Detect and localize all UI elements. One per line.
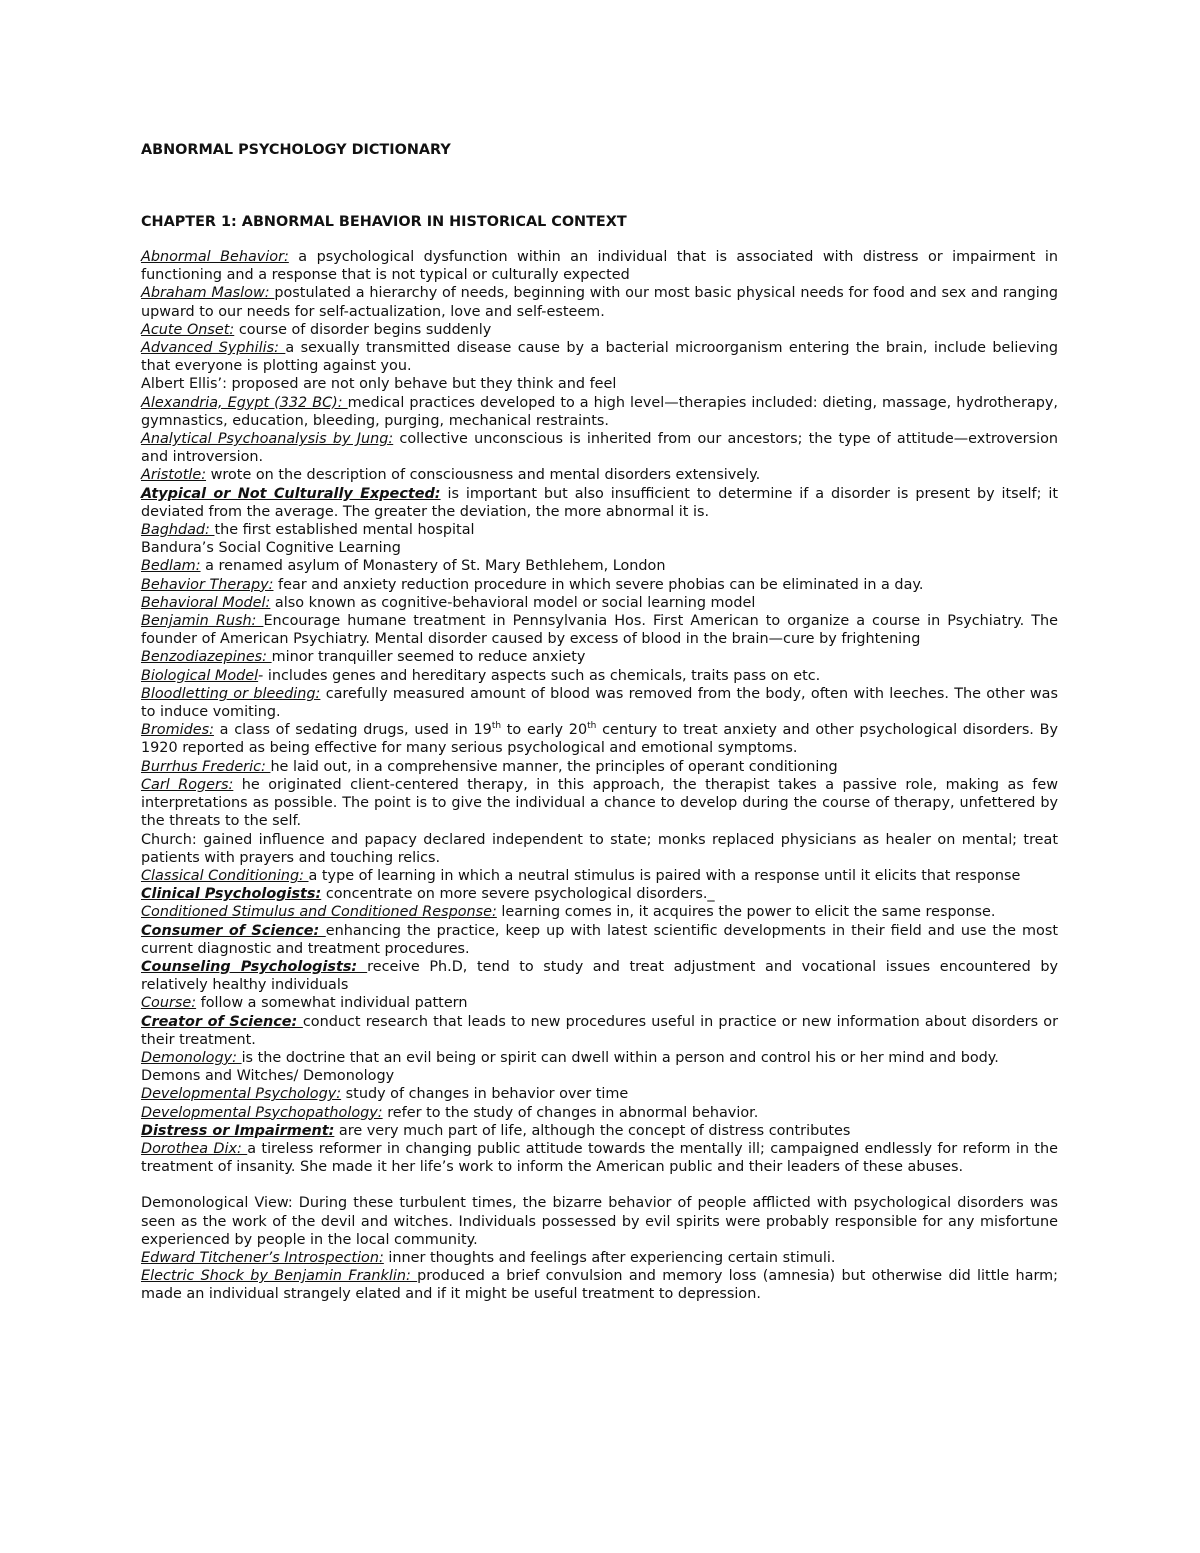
entry-definition: to early 20	[501, 722, 588, 739]
ordinal-suffix: th	[587, 721, 597, 732]
entry-term: Edward Titchener’s Introspection:	[141, 1249, 384, 1266]
entry-term: Advanced Syphilis:	[141, 340, 286, 357]
entry-term: Behavioral Model:	[141, 594, 271, 611]
entry-term: Course:	[141, 995, 197, 1012]
entry-definition: refer to the study of changes in abnormal behavior.	[382, 1104, 759, 1121]
entry-term: Benzodiazepines:	[141, 649, 272, 666]
dictionary-entry	[141, 1140, 1058, 1176]
chapter-title: CHAPTER 1: ABNORMAL BEHAVIOR IN HISTORICAL CONTEXT	[141, 214, 627, 230]
entry-definition: postulated a hierarchy of needs, beginning with our most basic physical needs for food and sex and ranging upward to our needs for self-actualization, love and self-esteem.	[141, 285, 1058, 320]
entry-term: Abraham Maslow:	[141, 285, 275, 302]
entry-definition: Demons and Witches/ Demonology	[141, 1068, 395, 1085]
entry-definition: a type of learning in which a neutral stimulus is paired with a response until it elicits that response	[308, 867, 1021, 884]
entry-definition: inner thoughts and feelings after experiencing certain stimuli.	[383, 1249, 836, 1266]
entry-definition: are very much part of life, although the concept of distress contributes	[334, 1122, 851, 1139]
entry-term: Alexandria, Egypt (332 BC):	[141, 394, 348, 411]
entry-term: Bromides:	[141, 722, 214, 739]
dictionary-entry	[141, 539, 1058, 557]
dictionary-entry	[141, 430, 1058, 466]
entry-definition: study of changes in behavior over time	[341, 1086, 629, 1103]
dictionary-entry	[141, 485, 1058, 521]
entry-definition: Bandura’s Social Cognitive Learning	[141, 540, 401, 557]
dictionary-entry	[141, 903, 1058, 921]
document-title: ABNORMAL PSYCHOLOGY DICTIONARY	[141, 142, 451, 158]
entry-definition: he originated client-centered therapy, in this approach, the therapist takes a passive role, making as few interpretations as possible. The point is to give the individual a chance to develop during the course of therapy, unfettered by the threats to the self.	[141, 776, 1058, 830]
entry-term: Consumer of Science:	[141, 922, 326, 939]
entry-definition: conduct research that leads to new procedures useful in practice or new information about disorders or their treatment.	[141, 1013, 1058, 1048]
entry-term: Conditioned Stimulus and Conditioned Response:	[141, 904, 497, 921]
entry-definition: Demonological View: During these turbulent times, the bizarre behavior of people afflicted with psychological disorders was seen as the work of the devil and witches. Individuals possessed by evil spirits were probably responsible for any misfortune experienced by people in the local community.	[141, 1195, 1058, 1248]
dictionary-entry	[141, 1085, 1058, 1103]
entry-definition: is important but also insufficient to determine if a disorder is present by itself; it deviated from the average. The greater the deviation, the more abnormal it is.	[141, 485, 1059, 520]
dictionary-entry	[141, 721, 1058, 757]
entry-definition: produced a brief convulsion and memory loss (amnesia) but otherwise did little harm; made an individual strangely elated and if it might be useful treatment to depression.	[141, 1268, 1058, 1303]
entry-definition: learning comes in, it acquires the power to elicit the same response.	[496, 904, 996, 921]
entry-definition: also known as cognitive-behavioral model or social learning model	[270, 594, 756, 611]
entry-term: Baghdad:	[141, 522, 215, 539]
entry-definition: course of disorder begins suddenly	[234, 321, 492, 338]
entry-definition: a psychological dysfunction within an individual that is associated with distress or impairment in functioning and a response that is not typical or culturally expected	[141, 249, 1058, 284]
entry-term: Aristotle:	[141, 467, 207, 484]
entry-term: Counseling Psychologists:	[141, 958, 368, 975]
ordinal-suffix: th	[491, 721, 502, 732]
dictionary-entry	[141, 394, 1058, 430]
dictionary-entry	[141, 831, 1058, 867]
dictionary-entry	[141, 284, 1058, 320]
dictionary-entry	[141, 648, 1058, 666]
dictionary-entry	[141, 576, 1058, 594]
entry-definition: follow a somewhat individual pattern	[196, 995, 468, 1012]
entry-term: Biological Model	[141, 667, 259, 684]
dictionary-entry	[141, 375, 1058, 393]
entry-definition: concentrate on more severe psychological disorders._	[321, 886, 715, 903]
entry-term: Clinical Psychologists:	[141, 886, 322, 903]
dictionary-entry	[141, 1267, 1058, 1303]
dictionary-entry	[141, 1104, 1058, 1122]
entry-definition: a tireless reformer in changing public attitude towards the mentally ill; campaigned endlessly for reform in the treatment of insanity. She made it her life’s work to inform the American public and their leaders of these abuses.	[141, 1140, 1058, 1176]
entry-term: Analytical Psychoanalysis by Jung:	[141, 431, 394, 448]
dictionary-entry	[141, 521, 1058, 539]
entry-definition: wrote on the description of consciousness and mental disorders extensively.	[206, 467, 761, 484]
entry-definition: - includes genes and hereditary aspects such as chemicals, traits pass on etc.	[258, 667, 821, 684]
entry-term: Bloodletting or bleeding:	[141, 685, 321, 702]
entry-term: Demonology:	[141, 1049, 242, 1066]
entry-definition: a sexually transmitted disease cause by a bacterial microorganism entering the brain, include believing that everyone is plotting against you.	[141, 340, 1058, 375]
dictionary-entry	[141, 594, 1058, 612]
dictionary-entry	[141, 685, 1058, 721]
entry-definition: the first established mental hospital	[214, 522, 475, 539]
entry-term: Developmental Psychopathology:	[141, 1104, 383, 1121]
entry-definition: minor tranquiller seemed to reduce anxiety	[271, 649, 586, 666]
dictionary-entry	[141, 612, 1058, 648]
entry-definition: medical practices developed to a high level—therapies included: dieting, massage, hydrotherapy, gymnastics, education, bleeding, purging, mechanical restraints.	[141, 394, 1058, 429]
document-page	[141, 140, 1058, 1304]
entry-definition: is the doctrine that an evil being or spirit can dwell within a person and control his or her mind and body.	[241, 1049, 999, 1066]
entry-definition: Encourage humane treatment in Pennsylvania Hos. First American to organize a course in Psychiatry. The founder of American Psychiatry. Mental disorder caused by excess of blood in the brain—cure by frightening	[141, 613, 1058, 648]
dictionary-entry	[141, 1194, 1058, 1249]
entry-term: Benjamin Rush:	[141, 613, 264, 630]
dictionary-entry	[141, 958, 1058, 994]
entry-definition: Church: gained influence and papacy declared independent to state; monks replaced physicians as healer on mental; treat patients with prayers and touching relics.	[141, 831, 1058, 866]
entry-definition: enhancing the practice, keep up with latest scientific developments in their field and use the most current diagnostic and treatment procedures.	[141, 922, 1058, 957]
dictionary-entry	[141, 557, 1058, 575]
dictionary-entry	[141, 1049, 1058, 1067]
entry-term: Electric Shock by Benjamin Franklin:	[141, 1268, 418, 1285]
entry-term: Atypical or Not Culturally Expected:	[141, 485, 441, 502]
entry-term: Carl Rogers:	[141, 776, 234, 793]
entry-term: Classical Conditioning:	[141, 867, 309, 884]
entry-term: Acute Onset:	[141, 321, 235, 338]
dictionary-entry	[141, 994, 1058, 1012]
dictionary-entry	[141, 1013, 1058, 1049]
dictionary-entry	[141, 667, 1058, 685]
dictionary-entry	[141, 885, 1058, 903]
entry-term: Burrhus Frederic:	[141, 758, 271, 775]
entry-definition: Albert Ellis’: proposed are not only behave but they think and feel	[141, 376, 617, 393]
dictionary-entry	[141, 776, 1058, 831]
dictionary-entry	[141, 1122, 1058, 1140]
entry-definition: he laid out, in a comprehensive manner, the principles of operant conditioning	[270, 758, 838, 775]
dictionary-entry	[141, 339, 1058, 375]
dictionary-entry	[141, 321, 1058, 339]
entry-term: Dorothea Dix:	[141, 1140, 248, 1157]
entry-definition: a class of sedating drugs, used in 19	[213, 722, 492, 739]
entry-definition: receive Ph.D, tend to study and treat adjustment and vocational issues encountered by relatively healthy individuals	[141, 958, 1058, 994]
dictionary-entry	[141, 758, 1058, 776]
entry-term: Behavior Therapy:	[141, 576, 274, 593]
entry-definition: century to treat anxiety and other psychological disorders. By 1920 reported as being effective for many serious psychological and emotional symptoms.	[141, 722, 1059, 757]
entry-definition: fear and anxiety reduction procedure in which severe phobias can be eliminated in a day.	[273, 576, 924, 593]
dictionary-entry	[141, 466, 1058, 484]
entry-definition: carefully measured amount of blood was removed from the body, often with leeches. The other was to induce vomiting.	[141, 685, 1058, 721]
entry-definition: collective unconscious is inherited from our ancestors; the type of attitude—extroversion and introversion.	[141, 431, 1058, 466]
dictionary-entry	[141, 922, 1058, 958]
entry-definition: a renamed asylum of Monastery of St. Mary Bethlehem, London	[200, 558, 666, 575]
dictionary-entry	[141, 248, 1058, 284]
entry-term: Bedlam:	[141, 558, 201, 575]
entry-term: Creator of Science:	[141, 1013, 303, 1030]
dictionary-entry	[141, 1067, 1058, 1085]
dictionary-entry	[141, 867, 1058, 885]
entry-term: Distress or Impairment:	[141, 1122, 335, 1139]
dictionary-entry	[141, 1249, 1058, 1267]
entry-term: Abnormal Behavior:	[141, 249, 289, 265]
entry-term: Developmental Psychology:	[141, 1086, 342, 1103]
dictionary-entries	[141, 248, 1058, 1304]
